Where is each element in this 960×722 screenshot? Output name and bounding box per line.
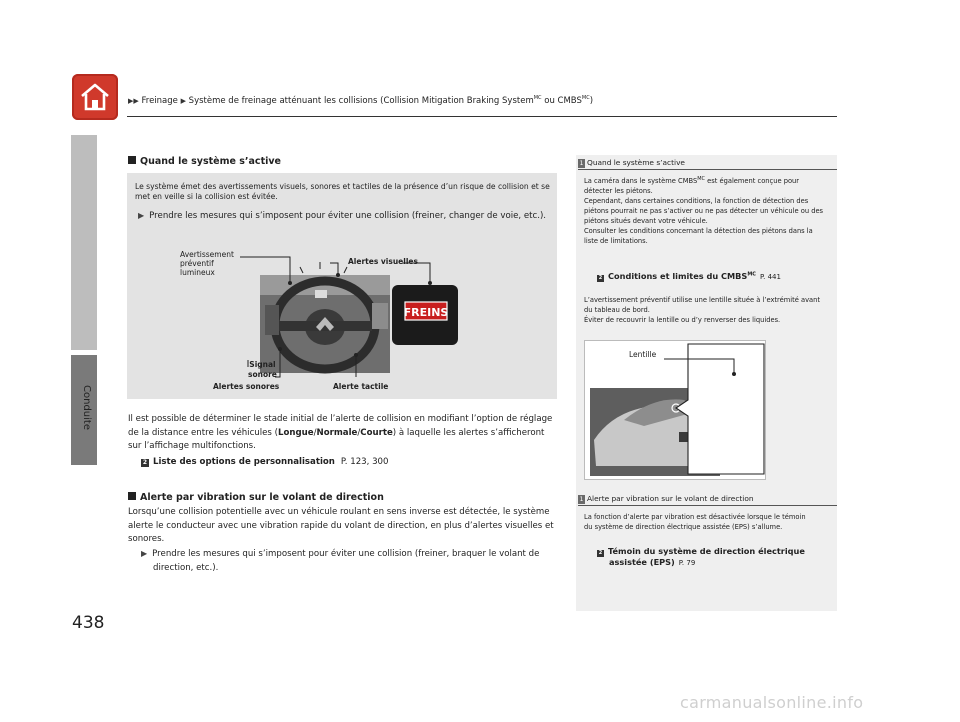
chevron-right-icon: ▶ [180,96,186,105]
pointer-dot [336,273,340,277]
reference-arrow-icon: 2 [142,459,148,466]
breadcrumb-cmbs-2: ou CMBS [541,95,582,106]
note1-title [578,158,685,168]
freins-label: FREINS [403,306,449,319]
mc-superscript: MC [581,95,590,101]
para-text: ) à laquelle les alertes s’afficheront sur l’affichage multifonctions. [128,427,545,452]
lens-car-illustration [584,340,766,480]
section-heading-activation [128,156,281,167]
option-courte: Courte [360,427,393,438]
info-box-bullet [138,210,548,222]
paragraph-distance-setting: Il est possible de déterminer le stade initial de l’alerte de collision en modifiant l’option de réglage de la distance entre les véhicules (Longue/Normale/Courte) à laquelle les alertes s’afficheront sur l’affichage multifonctions. [128,414,553,452]
label-line: Signal [249,360,276,369]
ref-page: P. 123, 300 [340,457,389,467]
para-text: Il est possible de déterminer le stade initial de l’alerte de collision en modifiant l’option de réglage de la distance entre les véhicules ( [128,414,553,438]
note-divider [578,169,837,170]
ref-cmbs-conditions[interactable] [597,271,781,282]
ref-page: P. 441 [759,273,781,281]
paragraph-vibration: Lorsqu’une collision potentielle avec un véhicule roulant en sens inverse est détectée, le système alerte le conducteur avec une vibration rapide du volant de direction, en plus d’alertes visuelles et sonores. [128,507,554,545]
ref-text: assistée (EPS) [609,557,675,567]
label-line: préventif [180,259,214,268]
label-avertissement [180,250,234,277]
pointer-dot [732,372,736,376]
note-text: La caméra dans le système CMBS [584,177,698,186]
lentille-label: Lentille [629,350,657,359]
header-rule [127,116,837,117]
mc-superscript: MC [747,271,756,278]
note-text: est également conçue pour détecter les piétons. [584,177,800,196]
home-button[interactable] [72,74,118,120]
note-text: Éviter de recouvrir la lentille ou d’y renverser des liquides. [584,316,781,324]
note1-para3: Consulter les conditions concernant la détection des piétons dans la liste de limitations. [584,227,813,246]
ref-text: Conditions et limites du CMBS [608,271,748,281]
mc-superscript: MC [697,176,706,182]
ref-eps-indicator[interactable] [597,546,805,569]
note-number-icon: 1 [579,496,584,503]
breadcrumb-cmbs[interactable]: Système de freinage atténuant les collisions (Collision Mitigation Braking System [188,95,534,106]
bullet-text: Prendre les mesures qui s’imposent pour éviter une collision (freiner, braquer le volant de direction, etc.). [152,549,540,573]
bullet-vibration [141,547,568,575]
lens-callout [676,344,764,474]
chevron-right-icon: ▶▶ [128,96,139,105]
sidebar-tab-light [71,135,97,350]
note-divider [578,505,837,506]
option-normale: Normale [316,427,358,438]
triangle-bullet-icon: ▶ [138,211,145,220]
heading-text: Quand le système s’active [140,156,282,167]
ref-text: Témoin du système de direction électrique [608,546,805,556]
heading-text: Alerte par vibration sur le volant de direction [140,492,384,503]
label-alertes-sonores: Alertes sonores [213,382,280,391]
square-bullet-icon [128,156,136,164]
label-alerte-tactile: Alerte tactile [333,382,389,391]
label-alertes-visuelles: Alertes visuelles [348,257,418,266]
mc-superscript: MC [533,95,542,101]
label-line: Avertissement [180,250,234,259]
option-longue: Longue [277,427,314,438]
sidebar-section-label: Conduite [81,385,92,430]
reference-arrow-icon: 2 [598,275,603,281]
note2-body: La fonction d’alerte par vibration est désactivée lorsque le témoin du système de direction électrique assistée (EPS) s’allume. [584,513,806,531]
page-number: 438 [72,613,105,633]
reference-arrow-icon: 2 [598,550,603,556]
pointer-dot [354,353,358,357]
label-signal-sonore [248,360,277,380]
triangle-bullet-icon: ▶ [141,549,148,558]
pointer-dot [428,281,432,285]
ref-customization-options[interactable] [141,457,389,467]
bullet-text: Prendre les mesures qui s’imposent pour éviter une collision (freiner, changer de voie, etc.). [149,211,547,221]
note1-body [584,174,824,246]
label-line: lumineux [180,268,215,277]
square-bullet-icon [128,492,136,500]
note-title-text: Quand le système s’active [587,158,685,167]
freins-display [392,285,458,345]
pointer-dot [288,281,292,285]
note-number-icon: 1 [579,160,584,167]
note1-para2: Cependant, dans certaines conditions, la fonction de détection des piétons pourrait ne pas s’activer ou ne pas détecter un véhicule ou des piétons situés devant votre véhicule. [584,197,824,226]
home-icon [79,81,111,113]
note1-para1 [584,174,824,196]
section-heading-vibration [128,492,384,503]
note-text: L’avertissement préventif utilise une lentille située à l’extrémité avant du tableau de bord. [584,296,821,314]
note1-lens-text [584,295,824,325]
info-box-text: Le système émet des avertissements visuels, sonores et tactiles de la présence d’un risque de collision et se met en veille si la collision est évitée. [135,182,550,201]
ref-page: P. 79 [678,559,696,567]
breadcrumb [128,95,593,106]
breadcrumb-end: ) [589,95,594,106]
breadcrumb-freinage[interactable]: Freinage [141,95,178,106]
note-title-text: Alerte par vibration sur le volant de direction [587,494,754,503]
ref-text: Liste des options de personnalisation [153,457,335,467]
label-line: sonore [248,370,277,379]
watermark: carmanualsonline.info [680,693,864,712]
pointer-dot [278,347,282,351]
note2-title [578,494,754,504]
